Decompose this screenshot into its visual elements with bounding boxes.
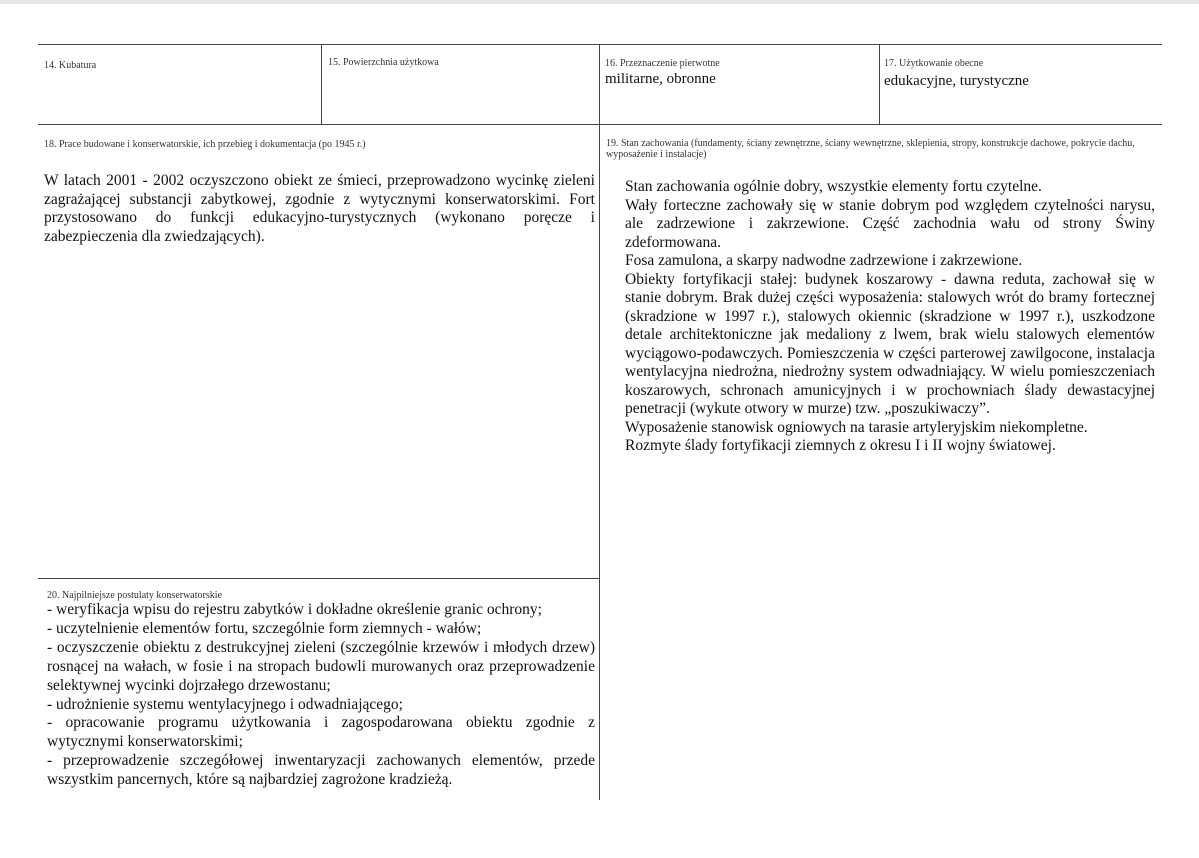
field-17-value: edukacyjne, turystyczne [884, 73, 1029, 89]
rule-section20-top [38, 578, 600, 579]
rule-v-row1-b [879, 44, 880, 124]
list-item: - oczyszczenie obiektu z destrukcyjnej zieleni (szczególnie krzewów i młodych drzew) rosnącej na wałach, w fosie i na stropach budowli murowanych oraz przeprowadzenie selektywnej wycinki dojrzałego drzewostanu; [47, 638, 595, 694]
field-18-label: 18. Prace budowane i konserwatorskie, ich przebieg i dokumentacja (po 1945 r.) [44, 139, 366, 150]
field-15-label: 15. Powierzchnia użytkowa [328, 57, 439, 68]
field-16-label: 16. Przeznaczenie pierwotne [605, 58, 720, 69]
field-17-label: 17. Użytkowanie obecne [884, 58, 984, 69]
rule-v-center [599, 44, 600, 800]
field-19-paragraph: Stan zachowania ogólnie dobry, wszystkie elementy fortu czytelne. [625, 178, 1042, 195]
field-19-label: 19. Stan zachowania (fundamenty, ściany zewnętrzne, ściany wewnętrzne, sklepienia, stropy, konstrukcje dachowe, pokrycie dachu, wyposażenie i instalacje) [606, 138, 1135, 160]
list-item: - weryfikacja wpisu do rejestru zabytków i dokładne określenie granic ochrony; [47, 601, 542, 618]
field-19-text [625, 178, 1155, 456]
list-item: - udrożnienie systemu wentylacyjnego i odwadniającego; [47, 695, 403, 713]
scan-top-edge [0, 0, 1199, 4]
list-item: - przeprowadzenie szczegółowej inwentaryzacji zachowanych elementów, przede wszystkim pancernych, które są najbardziej zagrożone kradzieżą. [47, 752, 595, 789]
field-20-list [47, 601, 595, 790]
rule-top [38, 44, 1162, 45]
rule-v-row1-a [321, 44, 322, 124]
field-19-paragraph: Rozmyte ślady fortyfikacji ziemnych z okresu I i II wojny światowej. [625, 437, 1056, 454]
field-19-paragraph: Wyposażenie stanowisk ogniowych na tarasie artyleryjskim niekompletne. [625, 418, 1088, 436]
field-19-paragraph: Obiekty fortyfikacji stałej: budynek koszarowy - dawna reduta, zachował się w stanie dobrym. Brak dużej części wyposażenia: stalowych wrót do bramy fortecznej (skradzione w 1997 r.), stalowych okiennic (skradzione w 1997 r.), uszkodzone detale architektoniczne jak medaliony z lwem, brak wielu stalowych elementów wyciągowo-podawczych. Pomieszczenia w części parterowej zawilgocone, instalacja wentylacyjna niedrożna, niedrożny system odwadniający. W wielu pomieszczeniach koszarowych, schronach amunicyjnych i w prochowniach ślady dewastacyjnej penetracji (wykute otwory w murze) tzw. „poszukiwaczy”. [625, 270, 1155, 417]
field-18-text: W latach 2001 - 2002 oczyszczono obiekt ze śmieci, przeprowadzono wycinkę zieleni zagrażającej substancji zabytkowej, zgodnie z wytycznymi konserwatorskimi. Fort przystosowano do funkcji edukacyjno-turystycznych (wykonano poręcze i zabezpieczenia dla zwiedzających). [44, 172, 595, 245]
list-item: - uczytelnienie elementów fortu, szczególnie form ziemnych - wałów; [47, 619, 482, 637]
rule-row1-bottom [38, 124, 1162, 125]
field-19-paragraph: Wały forteczne zachowały się w stanie dobrym pod względem czytelności narysu, ale zadrzewione i zakrzewione. Część zachodnia wału od strony Świny zdeformowana. [625, 196, 1155, 251]
field-14-label: 14. Kubatura [44, 60, 97, 71]
field-16-value: militarne, obronne [605, 71, 716, 87]
field-19-paragraph: Fosa zamulona, a skarpy nadwodne zadrzewione i zakrzewione. [625, 252, 1023, 269]
list-item: - opracowanie programu użytkowania i zagospodarowana obiektu zgodnie z wytycznymi konserwatorskimi; [47, 714, 595, 751]
field-20-label: 20. Najpilniejsze postulaty konserwatorskie [47, 590, 222, 601]
